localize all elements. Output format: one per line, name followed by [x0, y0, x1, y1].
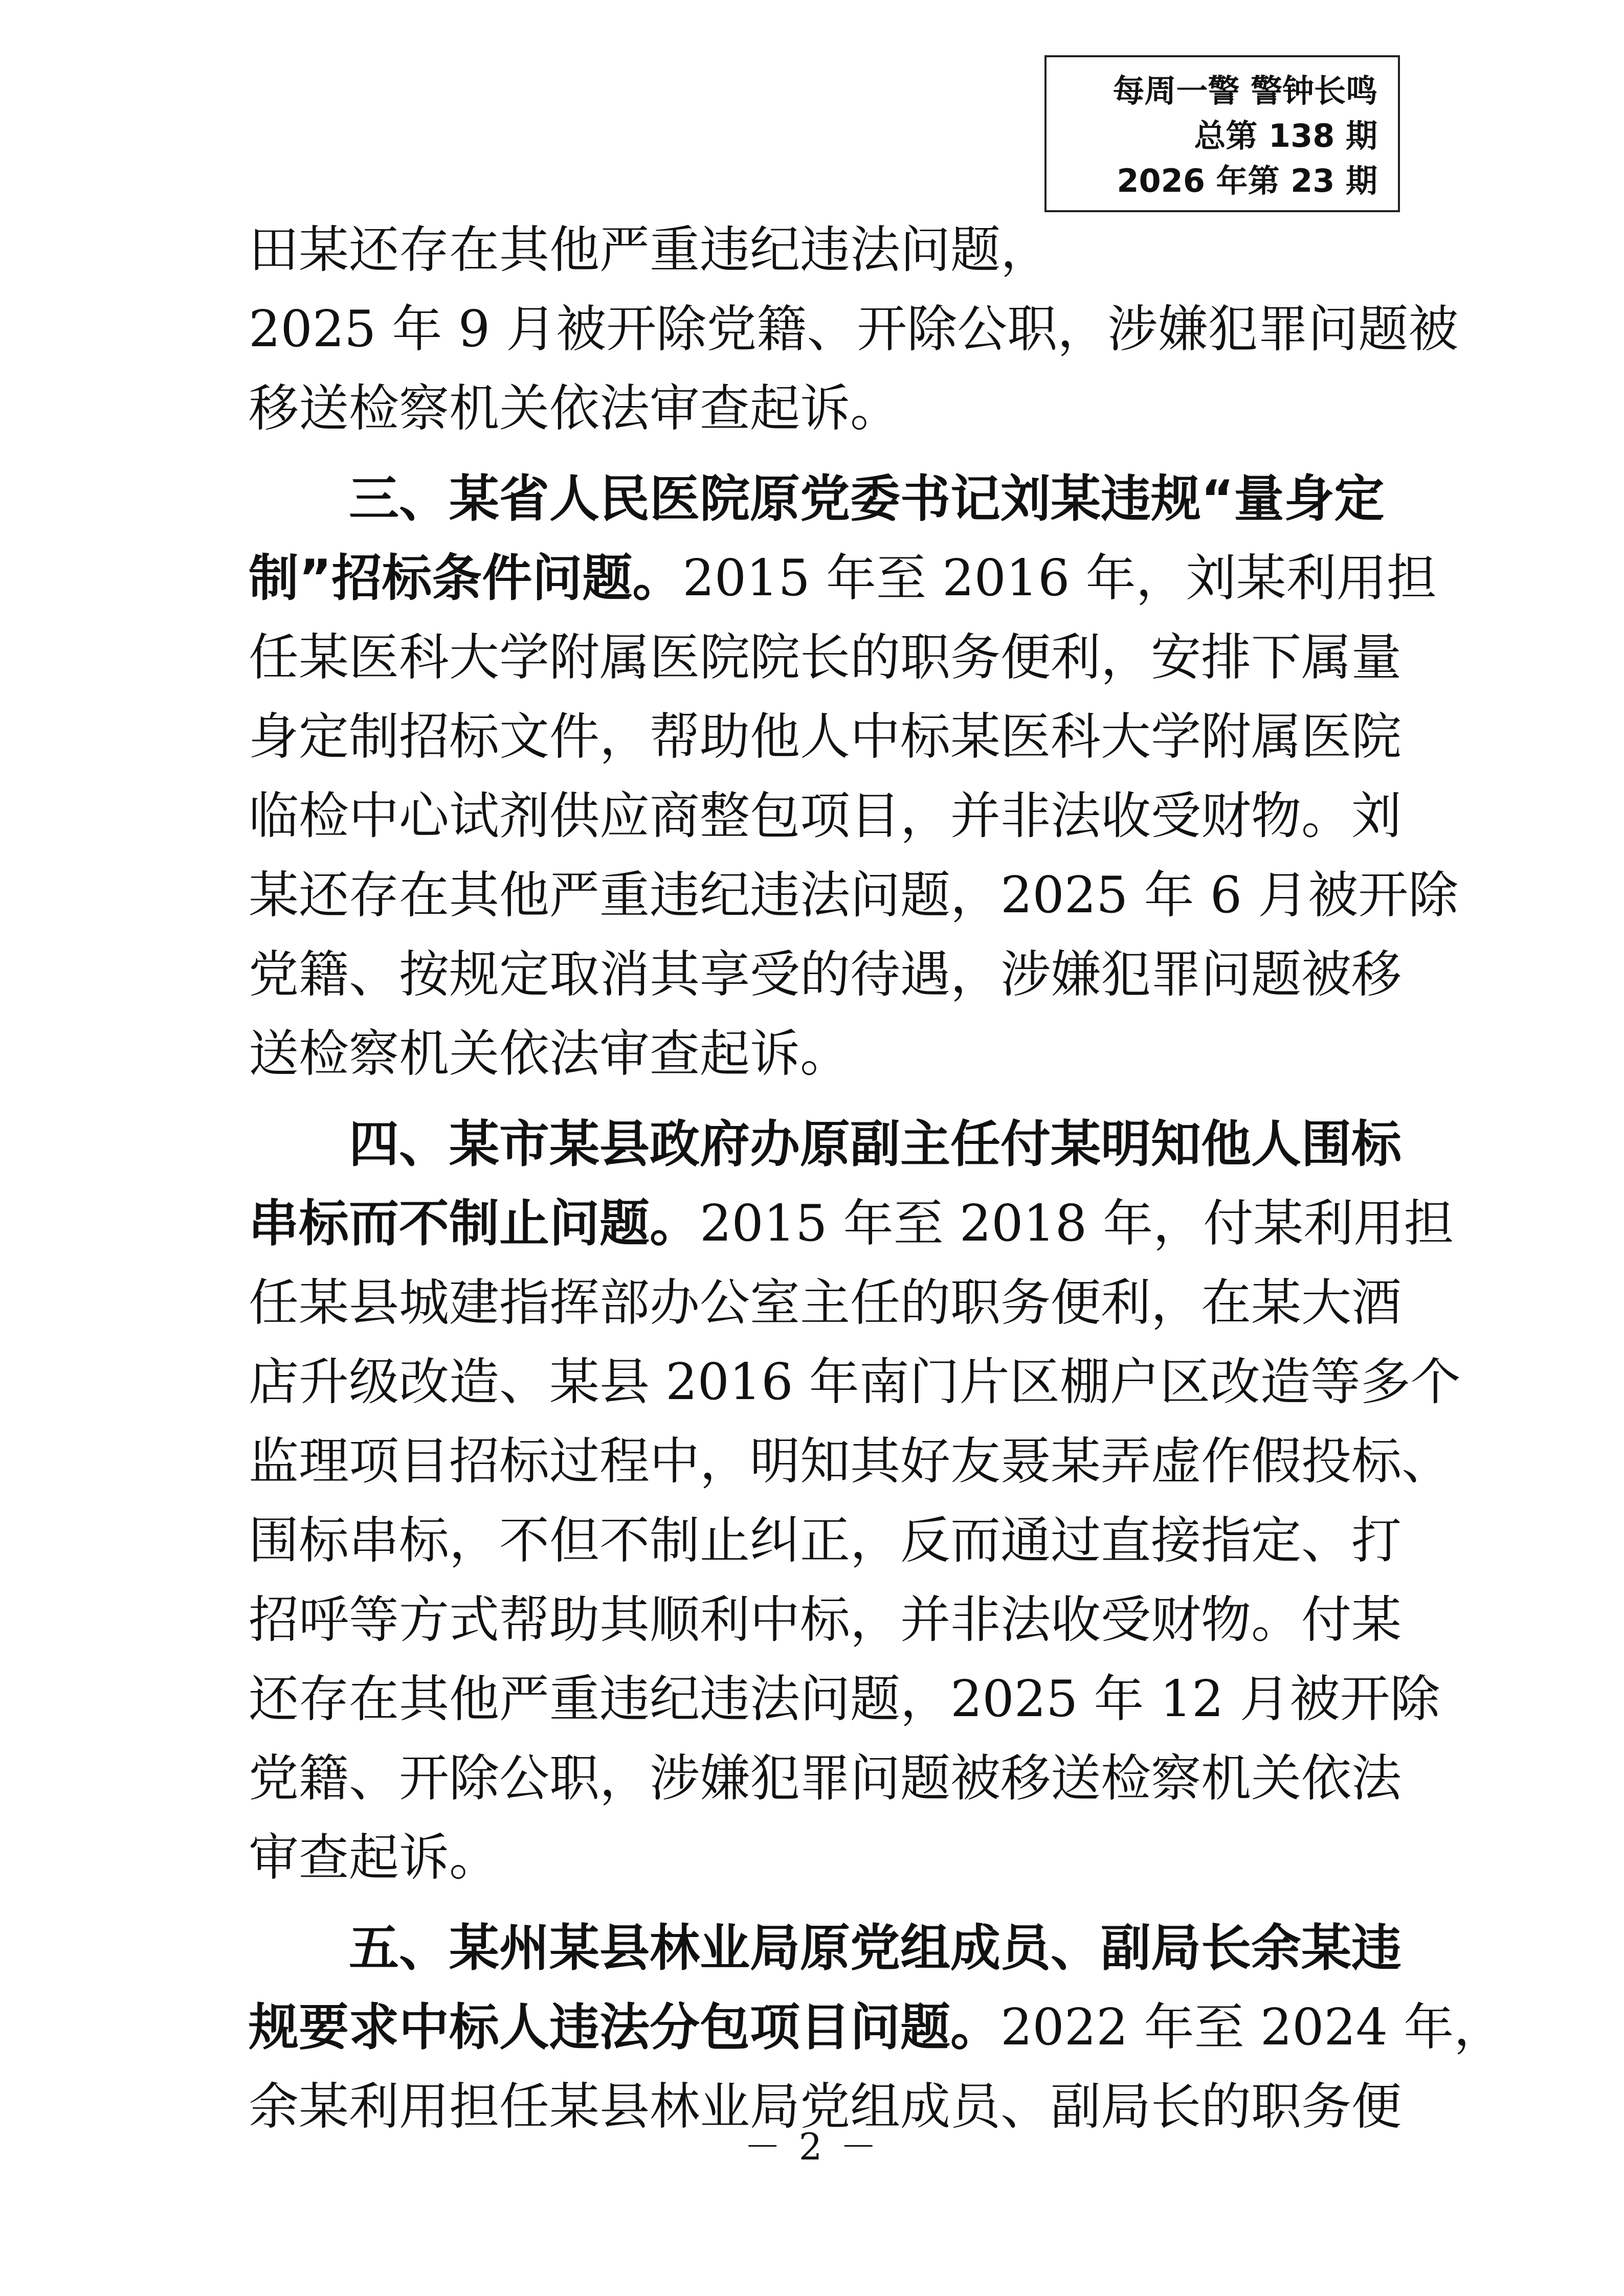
- body-line: 店升级改造、某县 2016 年南门片区棚户区改造等多个: [249, 1353, 1461, 1411]
- section-heading-line: [249, 1988, 1504, 2067]
- section-heading: 四、某市某县政府办原副主任付某明知他人围标: [349, 1115, 1402, 1174]
- body-text-span: 2015 年至 2016 年，刘某利用担: [682, 549, 1437, 607]
- page-number: － 2 －: [744, 2125, 880, 2168]
- section-heading: 制”招标条件问题。: [249, 549, 683, 607]
- body-line: 移送检察机关依法审查起诉。: [249, 379, 901, 438]
- body-line: 招呼等方式帮助其顺利中标，并非法收受财物。付某: [249, 1591, 1402, 1649]
- body-line: 送检察机关依法审查起诉。: [249, 1025, 851, 1083]
- section-heading-line: [249, 1909, 1402, 1988]
- body-line: 任某县城建指挥部办公室主任的职务便利，在某大酒: [249, 1274, 1402, 1332]
- body-line: 还存在其他严重违纪违法问题，2025 年 12 月被开除: [249, 1670, 1440, 1728]
- body-text-span: 2022 年至 2024 年，: [1000, 1998, 1504, 2057]
- body-line: 审查起诉。: [249, 1829, 500, 1887]
- body-line: 监理项目招标过程中，明知其好友聂某弄虚作假投标、: [249, 1432, 1452, 1491]
- section-heading: 三、某省人民医院原党委书记刘某违规“量身定: [349, 470, 1385, 528]
- body-line: 余某利用担任某县林业局党组成员、副局长的职务便: [249, 2078, 1402, 2136]
- section-heading: 规要求中标人违法分包项目问题。: [249, 1998, 1001, 2057]
- body-line: 身定制招标文件，帮助他人中标某医科大学附属医院: [249, 708, 1402, 766]
- body-line: 任某医科大学附属医院院长的职务便利，安排下属量: [249, 628, 1402, 687]
- document-body: [249, 211, 1504, 2147]
- section-heading-line: [249, 1184, 1454, 1264]
- section-heading-line: [249, 539, 1437, 618]
- section-heading: 串标而不制止问题。: [249, 1195, 700, 1253]
- section-heading: 五、某州某县林业局原党组成员、副局长余某违: [349, 1919, 1402, 1977]
- header-year-issue: 2026 年第 23 期: [1117, 162, 1377, 199]
- section-heading-line: [249, 460, 1385, 539]
- section-heading-line: [249, 1105, 1402, 1184]
- issue-header-box: [1044, 55, 1400, 212]
- body-line: 党籍、开除公职，涉嫌犯罪问题被移送检察机关依法: [249, 1749, 1402, 1808]
- body-line: 田某还存在其他严重违纪违法问题，: [249, 221, 1051, 279]
- body-line: 2025 年 9 月被开除党籍、开除公职，涉嫌犯罪问题被: [249, 300, 1459, 358]
- header-total-issue: 总第 138 期: [1194, 117, 1377, 154]
- body-line: 党籍、按规定取消其享受的待遇，涉嫌犯罪问题被移: [249, 946, 1402, 1004]
- body-line: 临检中心试剂供应商整包项目，并非法收受财物。刘: [249, 787, 1402, 845]
- body-text-span: 2015 年至 2018 年，付某利用担: [700, 1195, 1454, 1253]
- body-line: 某还存在其他严重违纪违法问题，2025 年 6 月被开除: [249, 866, 1459, 925]
- header-slogan: 每周一警 警钟长鸣: [1113, 72, 1377, 109]
- body-line: 围标串标，不但不制止纠正，反而通过直接指定、打: [249, 1512, 1402, 1570]
